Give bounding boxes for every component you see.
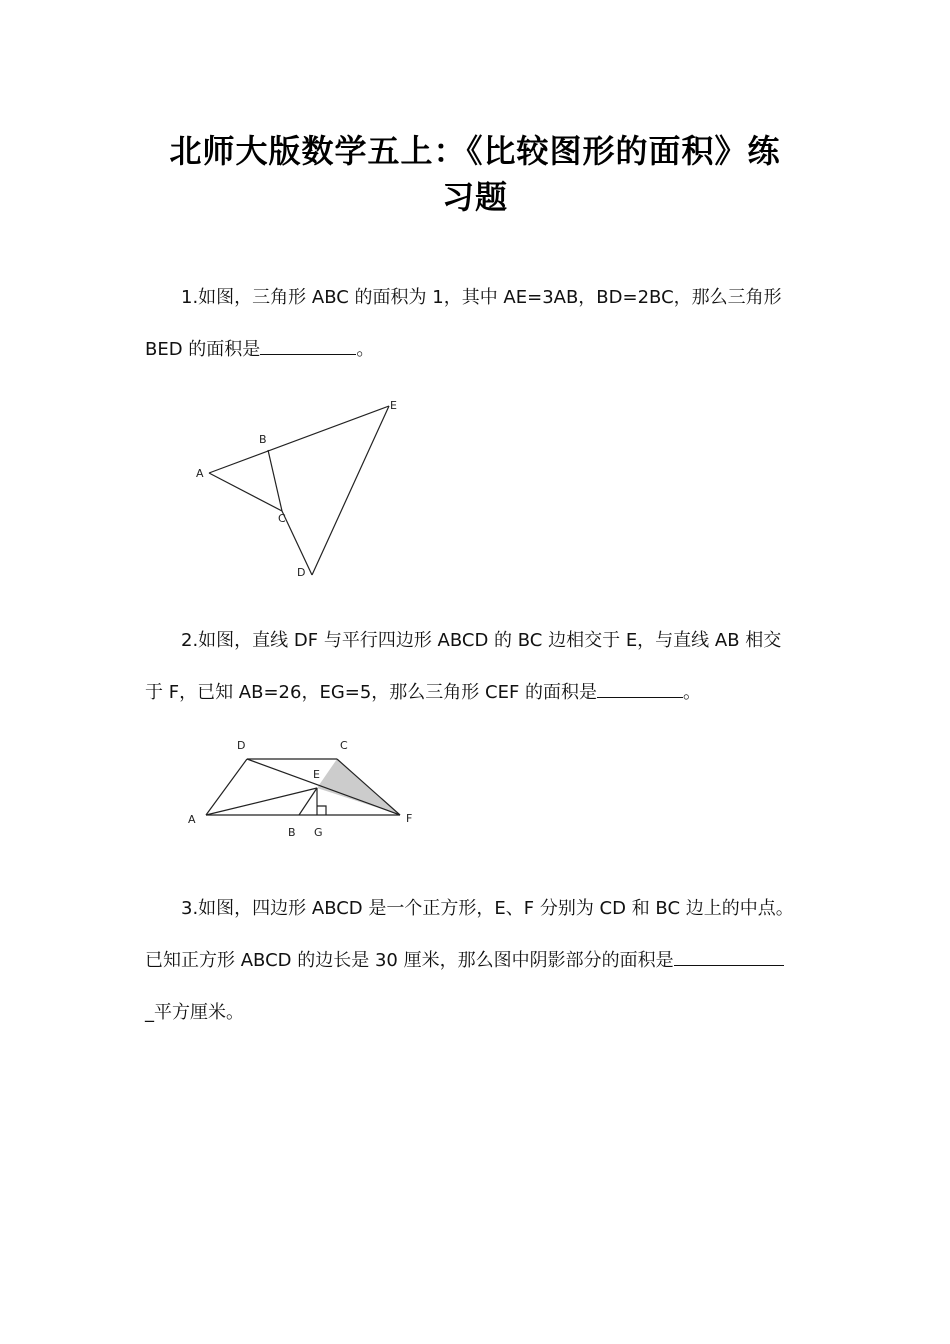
title-line-1: 北师大版数学五上：《比较图形的面积》练 [169, 132, 781, 170]
figure-2-parallelogram-diagram [180, 733, 430, 852]
question-3-text: 已知正方形 ABCD 的边长是 30 厘米，那么图中阴影部分的面积是 [145, 950, 674, 971]
label-c: C [340, 739, 348, 752]
document-title [145, 128, 805, 220]
question-3-line-1: 3.如图，四边形 ABCD 是一个正方形，E、F 分别为 CD 和 BC 边上的中点。 [181, 898, 794, 919]
question-2 [145, 615, 810, 719]
question-3-line-2 [145, 935, 810, 987]
label-d: D [237, 739, 246, 752]
label-f: F [406, 812, 413, 825]
question-1 [145, 272, 810, 376]
label-c: C [278, 512, 286, 525]
label-d: D [297, 566, 306, 579]
question-1-period: 。 [356, 339, 375, 360]
label-e: E [390, 399, 397, 412]
label-g: G [314, 826, 323, 839]
title-line-2: 习题 [441, 178, 508, 216]
label-a: A [188, 813, 196, 826]
question-3-blank-tail: _ [145, 1002, 154, 1023]
question-3 [145, 883, 810, 1039]
question-1-line-1: 1.如图，三角形 ABC 的面积为 1，其中 AE=3AB，BD=2BC，那么三角形 [181, 287, 782, 308]
question-2-period: 。 [683, 682, 702, 703]
question-2-line-2 [145, 667, 810, 719]
label-a: A [196, 467, 204, 480]
label-e: E [313, 768, 320, 781]
question-1-text: BED 的面积是 [145, 339, 261, 360]
label-b: B [259, 433, 267, 446]
question-3-unit: 平方厘米。 [154, 1002, 244, 1023]
answer-blank-1 [260, 338, 356, 355]
answer-blank-2 [597, 681, 683, 698]
question-1-line-2 [145, 324, 810, 376]
question-3-line-3 [145, 987, 810, 1039]
figure-1-triangle-diagram [185, 390, 415, 589]
question-2-text: 于 F，已知 AB=26，EG=5，那么三角形 CEF 的面积是 [145, 682, 598, 703]
question-2-line-1: 2.如图，直线 DF 与平行四边形 ABCD 的 BC 边相交于 E，与直线 AB 相交 [181, 630, 782, 651]
label-b: B [288, 826, 296, 839]
answer-blank-3 [674, 949, 784, 966]
